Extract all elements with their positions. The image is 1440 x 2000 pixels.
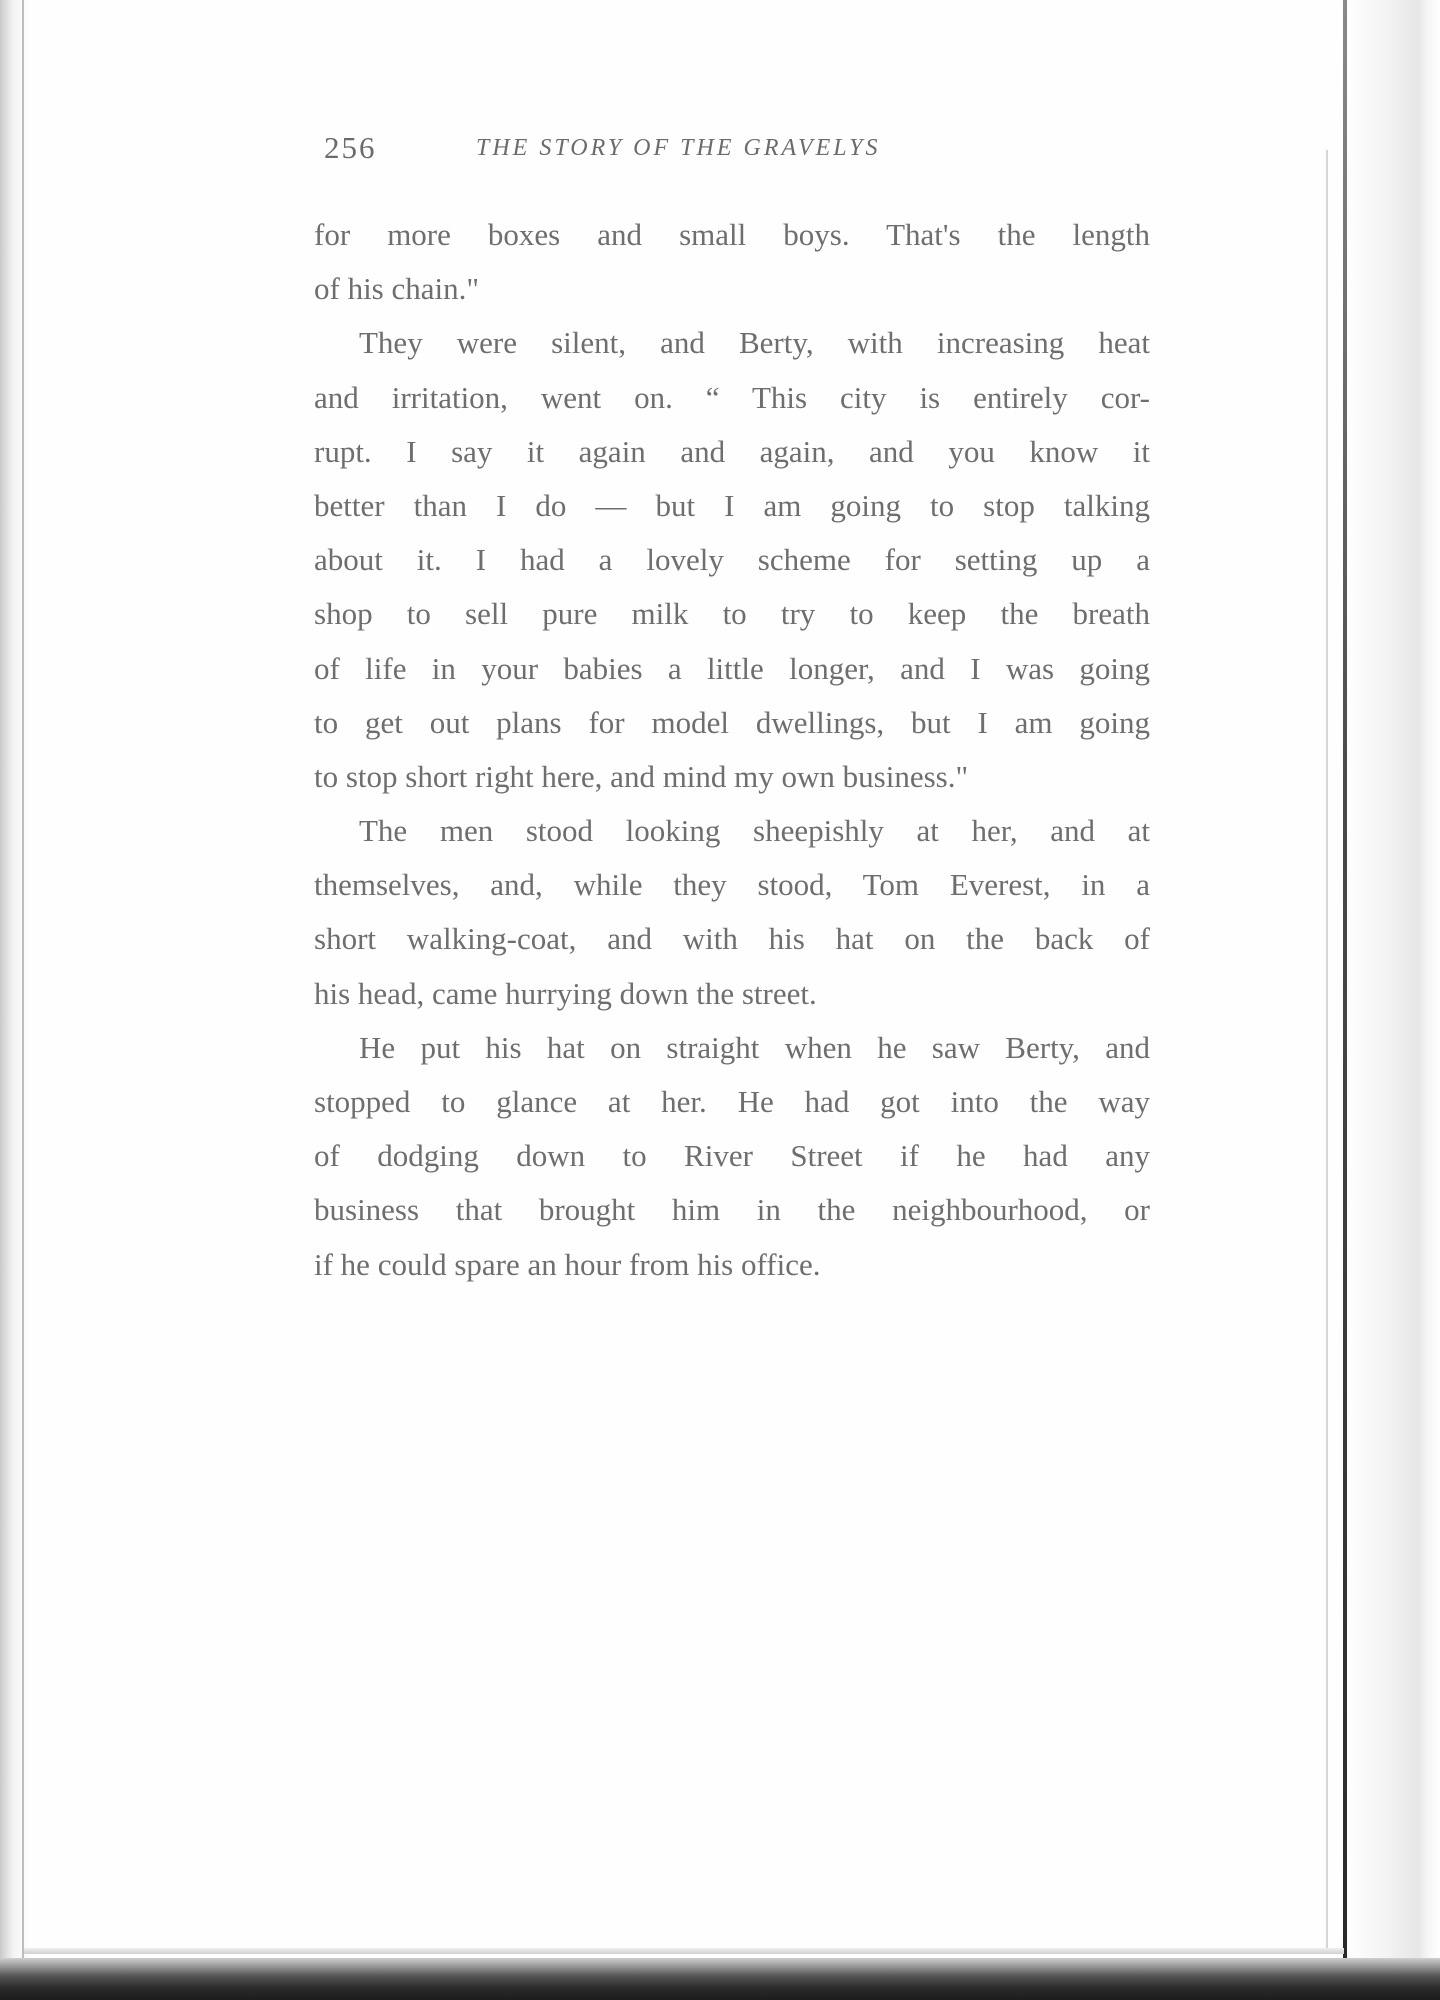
running-head [324, 130, 1014, 170]
page-number: 256 [324, 130, 377, 165]
text-line: of life in your babies a little longer, and I was going [314, 650, 1150, 686]
text-line: of dodging down to River Street if he had any [314, 1138, 1150, 1174]
text-line: short walking-coat, and with his hat on the back of [314, 921, 1150, 957]
scan-bottom-edge [0, 1958, 1440, 2000]
text-line: and irritation, went on. “ This city is entirely cor- [314, 379, 1150, 415]
text-line: for more boxes and small boys. That's the length [314, 217, 1150, 252]
text-line: to stop short right here, and mind my own business." [314, 758, 969, 794]
body-text [314, 208, 1150, 1292]
text-line: The men stood looking sheepishly at her, and at [359, 813, 1150, 849]
page-left-edge [0, 0, 30, 1980]
text-line: of his chain." [314, 271, 480, 307]
text-line: He put his hat on straight when he saw Berty, and [359, 1029, 1150, 1065]
paragraph [314, 208, 1150, 316]
text-line: better than I do — but I am going to stop talking [314, 487, 1150, 523]
text-line: stopped to glance at her. He had got into the way [314, 1084, 1150, 1119]
text-line: about it. I had a lovely scheme for setting up a [314, 542, 1150, 578]
binding-shadow-line [22, 0, 24, 1970]
paragraph [314, 1021, 1150, 1292]
text-line: to get out plans for model dwellings, but I am going [314, 704, 1150, 740]
running-title: THE STORY OF THE GRAVELYS [476, 135, 881, 161]
paragraph [314, 804, 1150, 1021]
cover-edge-line [1343, 0, 1347, 1960]
text-line: his head, came hurrying down the street. [314, 975, 817, 1011]
text-line: business that brought him in the neighbourhood, or [314, 1192, 1150, 1228]
text-line: They were silent, and Berty, with increasing heat [359, 325, 1150, 361]
page-fore-edge-line [1326, 150, 1328, 1950]
page-bottom-shade [24, 1948, 1344, 1954]
text-line: if he could spare an hour from his office. [314, 1246, 821, 1282]
page-right-edge [1348, 0, 1440, 1980]
paragraph [314, 316, 1150, 804]
text-line: rupt. I say it again and again, and you know it [314, 433, 1150, 469]
text-line: shop to sell pure milk to try to keep the breath [314, 596, 1150, 632]
text-line: themselves, and, while they stood, Tom Everest, in a [314, 867, 1150, 903]
